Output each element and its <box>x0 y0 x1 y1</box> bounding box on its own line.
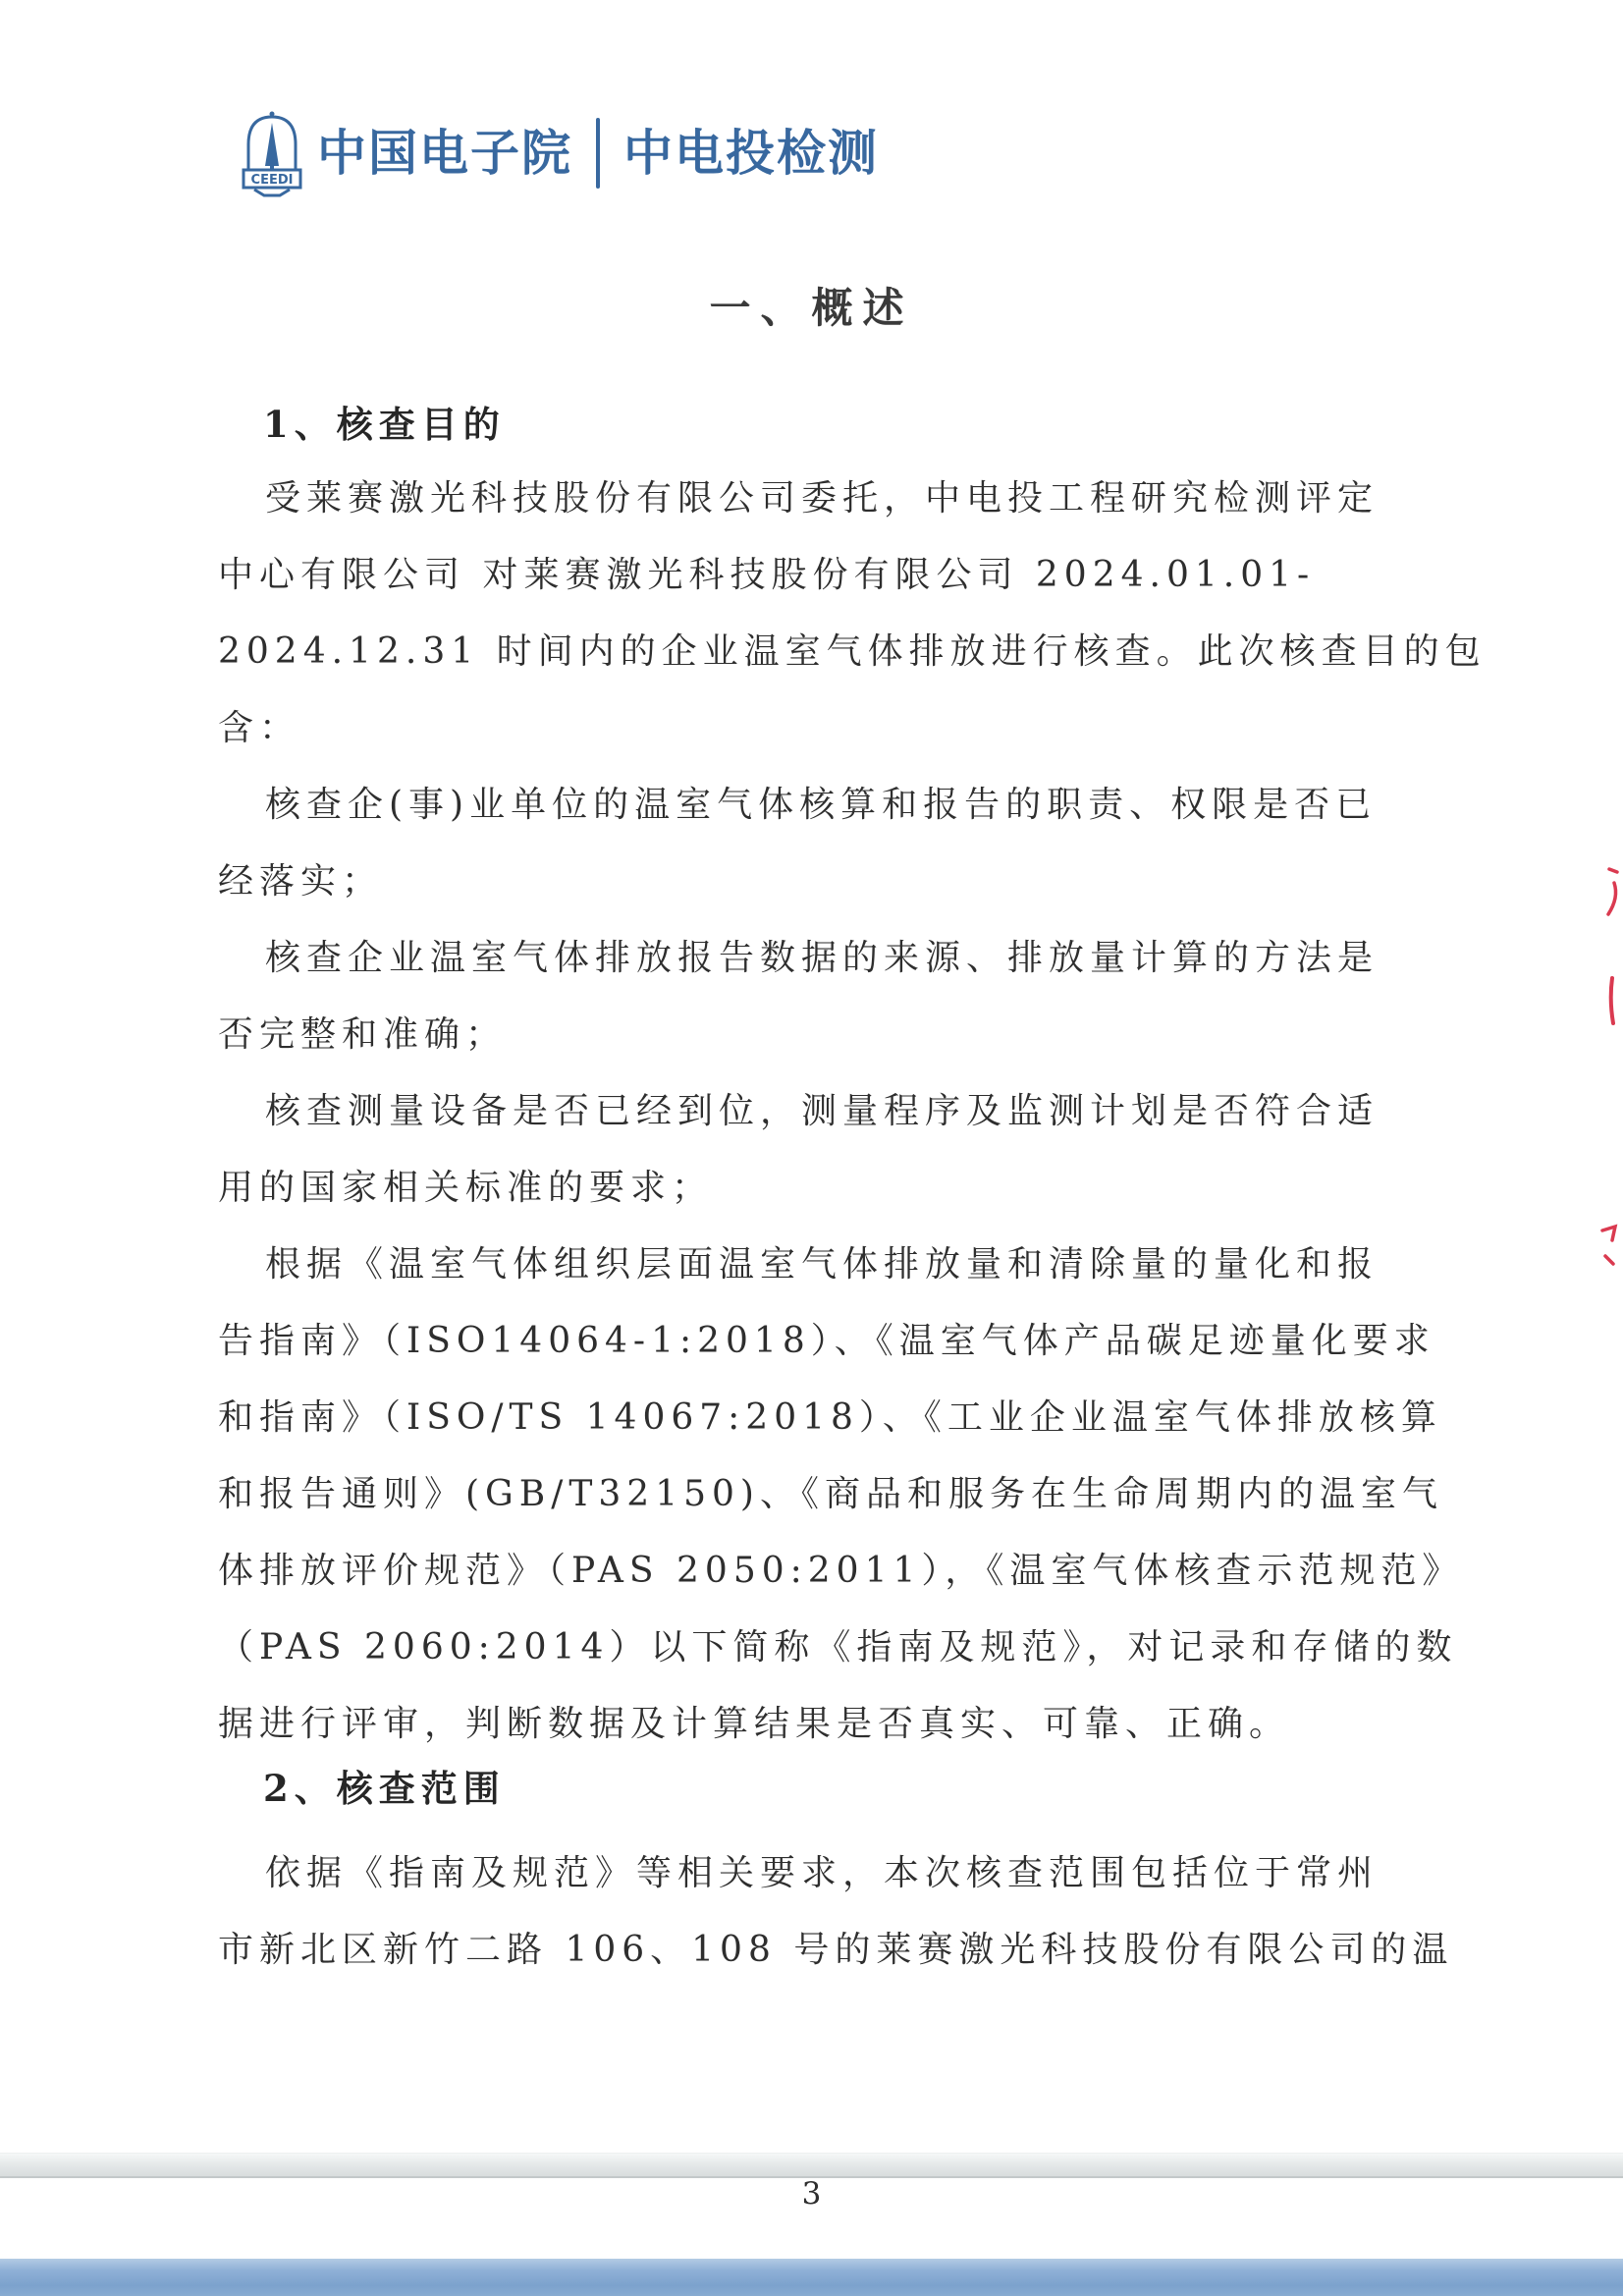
ceedi-logo-text: CEEDI <box>250 173 294 188</box>
text-line: 受莱赛激光科技股份有限公司委托，中电投工程研究检测评定 <box>265 478 1380 519</box>
section-heading-2: 2、核查范围 <box>263 1767 506 1810</box>
section-heading-1: 1、核查目的 <box>263 403 506 446</box>
text-line: 经落实； <box>218 861 384 902</box>
text-line: 告指南》（ISO14064-1:2018）、《温室气体产品碳足迹量化要求 <box>218 1321 1435 1361</box>
brand-logo <box>241 108 879 198</box>
text-line: 体排放评价规范》（PAS 2050:2011），《温室气体核查示范规范》 <box>218 1551 1464 1591</box>
text-line: 核查企(事)业单位的温室气体核算和报告的职责、权限是否已 <box>265 785 1378 825</box>
text-line: 中心有限公司 对莱赛激光科技股份有限公司 2024.01.01- <box>218 555 1316 595</box>
page-number: 3 <box>801 2176 822 2212</box>
text-line: 核查企业温室气体排放报告数据的来源、排放量计算的方法是 <box>265 938 1380 978</box>
text-line: 含： <box>218 708 301 748</box>
text-line: （PAS 2060:2014）以下简称《指南及规范》，对记录和存储的数 <box>218 1627 1458 1667</box>
footer-accent-bar <box>0 2259 1623 2296</box>
text-line: 否完整和准确； <box>218 1014 508 1055</box>
text-line: 用的国家相关标准的要求； <box>218 1168 714 1208</box>
section-body-2 <box>218 1835 1505 1989</box>
brand-divider <box>596 118 600 189</box>
brand-name-right: 中电投检测 <box>623 125 879 182</box>
red-edge-mark <box>1604 976 1620 1025</box>
text-line: 和报告通则》(GB/T32150)、《商品和服务在生命周期内的温室气 <box>218 1474 1443 1514</box>
brand-name-left: 中国电子院 <box>317 125 572 182</box>
text-line: 核查测量设备是否已经到位，测量程序及监测计划是否符合适 <box>265 1091 1380 1131</box>
text-line: 市新北区新竹二路 106、108 号的莱赛激光科技股份有限公司的温 <box>218 1930 1454 1970</box>
text-line: 据进行评审，判断数据及计算结果是否真实、可靠、正确。 <box>218 1704 1291 1744</box>
section-body-1 <box>218 461 1505 1763</box>
text-line: 根据《温室气体组织层面温室气体排放量和清除量的量化和报 <box>265 1244 1380 1285</box>
text-line: 2024.12.31 时间内的企业温室气体排放进行核查。此次核查目的包 <box>218 631 1487 672</box>
ceedi-logo-icon <box>241 109 303 197</box>
text-line: 依据《指南及规范》等相关要求，本次核查范围包括位于常州 <box>265 1853 1380 1893</box>
text-line: 和指南》（ISO/TS 14067:2018）、《工业企业温室气体排放核算 <box>218 1397 1442 1438</box>
footer-divider-band <box>0 2153 1623 2178</box>
page-title: 一、概述 <box>709 284 914 332</box>
red-edge-mark <box>1598 1224 1622 1269</box>
red-edge-mark <box>1600 866 1622 919</box>
